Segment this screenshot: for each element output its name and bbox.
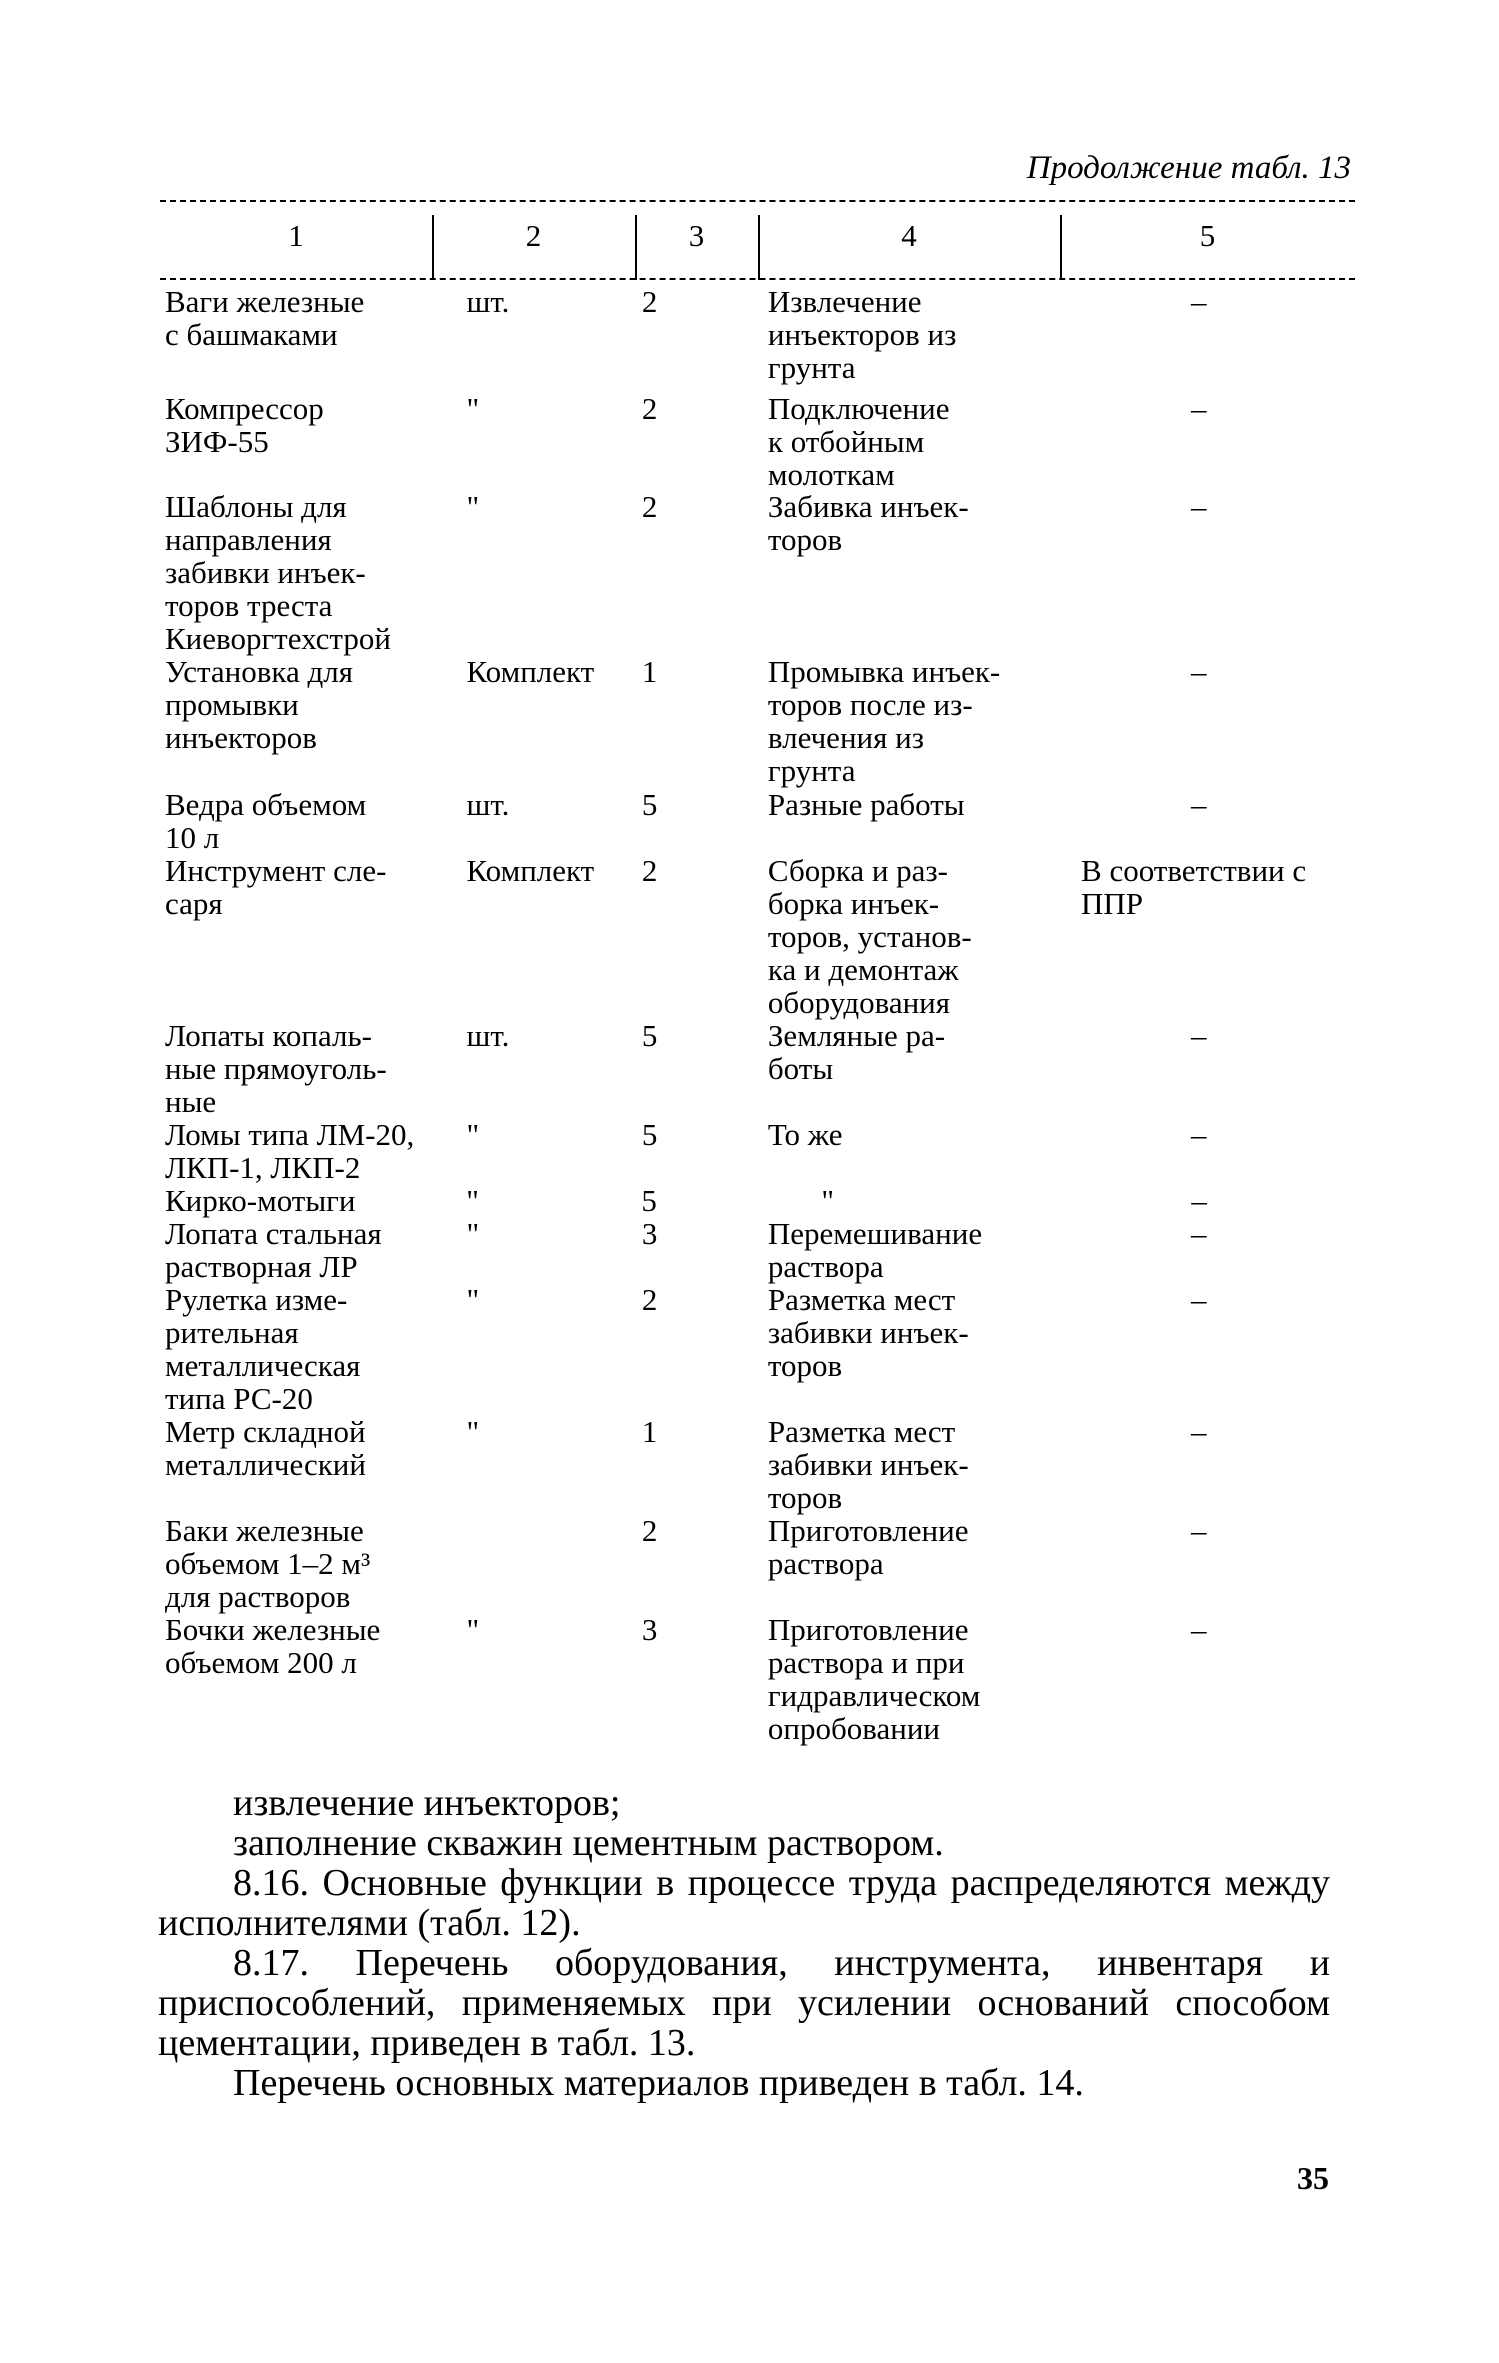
table-row: [160, 1613, 1355, 1745]
table-row: [160, 1019, 1355, 1118]
cell-note: [1081, 1514, 1355, 1613]
header-col-2: 2: [525, 218, 542, 253]
cell-note: [1081, 1184, 1355, 1217]
cell-qty: 3: [641, 1612, 658, 1647]
table-row: [160, 1184, 1355, 1217]
cell-name: Кирко-мотыги: [165, 1183, 356, 1218]
cell-name: Шаблоны для направления забивки инъек- торов треста Киевоpгтехстрой: [165, 489, 391, 656]
cell-qty: 1: [641, 654, 658, 689]
cell-purpose: ": [821, 1183, 834, 1218]
note-dash: –: [1191, 1612, 1207, 1647]
table-row: [160, 1514, 1355, 1613]
cell-purpose: Разметка мест забивки инъек- торов: [767, 1282, 969, 1383]
cell-purpose: То же: [767, 1117, 843, 1152]
cell-qty: 5: [641, 1018, 658, 1053]
cell-unit: ": [466, 1414, 480, 1449]
cell-note: [1081, 1283, 1355, 1415]
table-top-rule: [160, 200, 1355, 202]
cell-unit: шт.: [466, 1018, 510, 1053]
cell-name: Бочки железные объемом 200 л: [165, 1612, 381, 1680]
table-row: [160, 1217, 1355, 1283]
cell-unit: ": [466, 391, 480, 426]
cell-note: [1081, 392, 1355, 490]
cell-note: [1081, 655, 1355, 788]
header-col-5: 5: [1199, 218, 1216, 253]
note-dash: –: [1191, 489, 1207, 524]
table-body: [160, 285, 1355, 1745]
note-dash: –: [1191, 654, 1207, 689]
note-dash: –: [1191, 1414, 1207, 1449]
cell-unit: ": [466, 489, 480, 524]
cell-purpose: Разметка мест забивки инъек- торов: [767, 1414, 969, 1515]
cell-purpose: Промывка инъек- торов после из- влечения из грунта: [767, 654, 1001, 788]
cell-name: Установка для промывки инъекторов: [165, 654, 353, 755]
cell-qty: 2: [641, 1282, 658, 1317]
cell-name: Лопата стальная растворная ЛР: [165, 1216, 382, 1284]
cell-unit: шт.: [466, 284, 510, 319]
cell-note: [1081, 1217, 1355, 1283]
cell-unit: Комплект: [466, 654, 595, 689]
cell-qty: 2: [641, 391, 658, 426]
cell-qty: 1: [641, 1414, 658, 1449]
cell-name: Рулетка изме- рительная металлическая типа РС-20: [165, 1282, 361, 1416]
cell-qty: 5: [641, 787, 658, 822]
cell-name: Инструмент сле- саря: [165, 853, 387, 921]
cell-name: Ваги железные с башмаками: [165, 284, 365, 352]
cell-qty: 2: [641, 1513, 658, 1548]
cell-name: Баки железные объемом 1–2 м³ для растворов: [165, 1513, 371, 1614]
cell-unit: ": [466, 1612, 480, 1647]
body-text: [158, 1783, 1330, 2103]
cell-purpose: Земляные ра- боты: [767, 1018, 946, 1086]
table-row: [160, 854, 1355, 1019]
header-col-1: 1: [288, 218, 304, 253]
cell-unit: ": [466, 1216, 480, 1251]
cell-name: Компрессор ЗИФ-55: [165, 391, 324, 459]
cell-purpose: Сборка и раз- борка инъек- торов, установ- ка и демонтаж оборудования: [767, 853, 972, 1020]
cell-name: Ломы типа ЛМ-20, ЛКП-1, ЛКП-2: [165, 1117, 415, 1185]
cell-unit: ": [466, 1183, 479, 1218]
note-dash: –: [1191, 284, 1207, 319]
cell-qty: 2: [641, 853, 658, 888]
cell-name: Метр складной металлический: [165, 1414, 366, 1482]
cell-note: [1081, 490, 1355, 655]
table-row: [160, 285, 1355, 392]
cell-qty: 2: [641, 489, 658, 524]
cell-unit: шт.: [466, 787, 510, 822]
cell-note: [1081, 1613, 1355, 1745]
cell-purpose: Разные работы: [767, 787, 965, 822]
note-dash: –: [1191, 787, 1207, 822]
paragraph: извлечение инъекторов;: [233, 1782, 621, 1824]
cell-unit: [459, 1514, 614, 1613]
cell-purpose: Подключение к отбойным молоткам: [767, 391, 950, 492]
cell-qty: 2: [641, 284, 658, 319]
paragraph: заполнение скважин цементным раствором.: [233, 1822, 944, 1864]
table-row: [160, 1415, 1355, 1514]
cell-purpose: Приготовление раствора: [767, 1513, 969, 1581]
cell-name: Ведра объемом 10 л: [165, 787, 367, 855]
cell-purpose: Извлечение инъекторов из грунта: [767, 284, 957, 385]
note-dash: –: [1191, 1216, 1207, 1251]
cell-purpose: Приготовление раствора и при гидравлическом опробовании: [767, 1612, 981, 1746]
cell-note: В соответствии с ППР: [1081, 853, 1307, 921]
cell-note: [1081, 285, 1355, 392]
note-dash: –: [1191, 1183, 1207, 1218]
table-row: [160, 1283, 1355, 1415]
note-dash: –: [1191, 1282, 1207, 1317]
table-row: [160, 392, 1355, 490]
header-col-4: 4: [901, 218, 917, 253]
note-dash: –: [1191, 1117, 1207, 1152]
cell-unit: ": [466, 1282, 480, 1317]
cell-purpose: Перемешивание раствора: [767, 1216, 983, 1284]
cell-note: [1081, 1019, 1355, 1118]
note-dash: –: [1191, 1513, 1207, 1548]
cell-purpose: Забивка инъек- торов: [767, 489, 969, 557]
note-dash: –: [1191, 391, 1207, 426]
cell-qty: 5: [641, 1183, 657, 1218]
table-row: [160, 788, 1355, 854]
page-number: 35: [1297, 2160, 1329, 2196]
cell-unit: Комплект: [466, 853, 595, 888]
table-row: [160, 655, 1355, 788]
cell-unit: ": [466, 1117, 480, 1152]
cell-qty: 5: [641, 1117, 658, 1152]
table-caption: Продолжение табл. 13: [1026, 150, 1351, 186]
table-row: [160, 490, 1355, 655]
paragraph: Перечень основных материалов приведен в табл. 14.: [233, 2062, 1084, 2104]
cell-note: [1081, 1415, 1355, 1514]
table-row: [160, 1118, 1355, 1184]
cell-qty: 3: [641, 1216, 658, 1251]
note-dash: –: [1191, 1018, 1207, 1053]
paragraph: 8.17. Перечень оборудования, инструмента, инвентаря и приспособлений, применяемых при усилении оснований способом цементации, приведен в табл. 13.: [158, 1942, 1330, 2064]
header-col-3: 3: [688, 218, 705, 253]
cell-name: Лопаты копаль- ные прямоуголь- ные: [165, 1018, 387, 1119]
cell-note: [1081, 788, 1355, 854]
cell-note: [1081, 1118, 1355, 1184]
paragraph: 8.16. Основные функции в процессе труда распределяются между исполнителями (табл. 12).: [158, 1862, 1330, 1944]
